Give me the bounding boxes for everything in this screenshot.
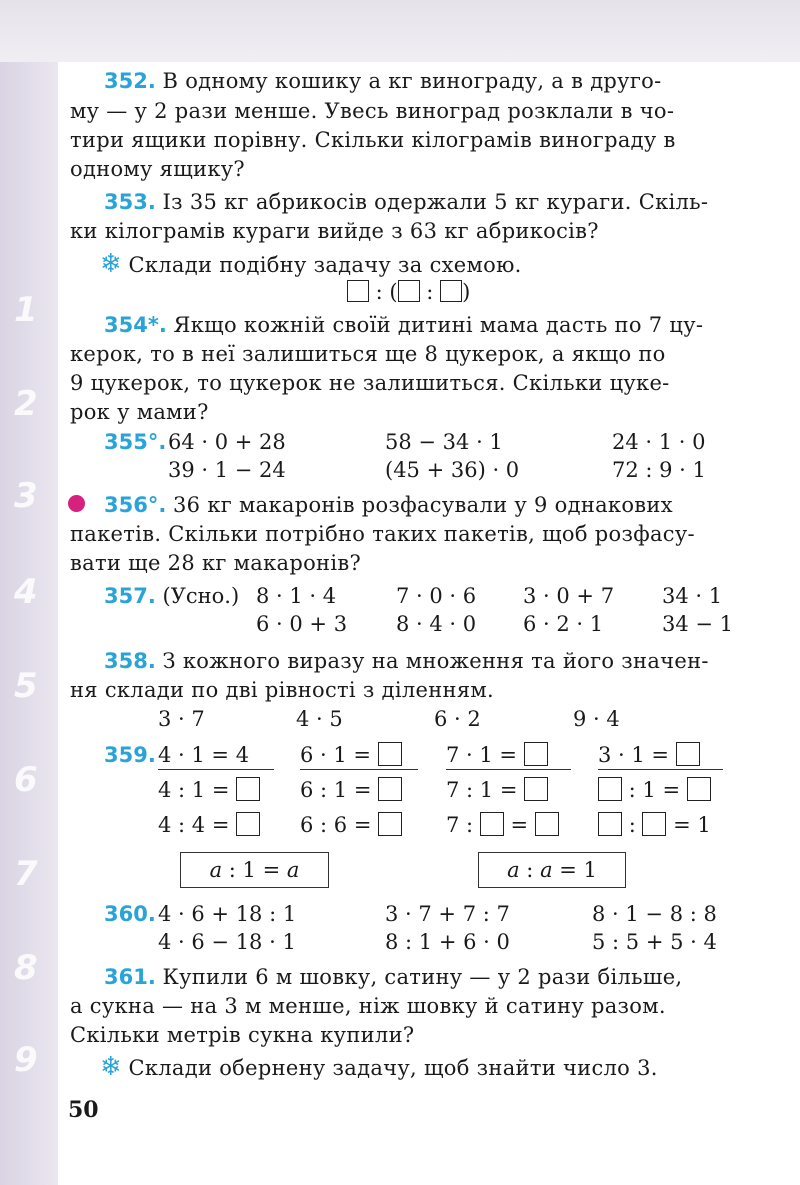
side-number: 9 <box>14 1040 38 1080</box>
task-357-number <box>104 582 239 610</box>
task-354-line-2: керок, то в неї залишиться ще 8 цукерок, а якщо по <box>70 342 666 366</box>
expression: 6 · 2 <box>434 707 481 731</box>
task-353-subtask <box>100 250 522 279</box>
expression: 6 · 2 · 1 <box>523 612 604 636</box>
subtask-text: Склади подібну задачу за схемою. <box>128 253 522 277</box>
expression: 8 · 1 − 8 : 8 <box>592 902 717 926</box>
expression: 3 · 0 + 7 <box>523 584 615 608</box>
side-number: 7 <box>14 854 38 894</box>
expression: 24 · 1 · 0 <box>612 430 706 454</box>
task-number: 353. <box>104 190 156 214</box>
expression: 39 · 1 − 24 <box>168 458 286 482</box>
task-358-line-2: ня склади по дві рівності з діленням. <box>70 678 495 702</box>
side-number: 1 <box>14 290 38 330</box>
task-352-line-3: тири ящики порівну. Скільки кілограмів винограду в <box>70 128 676 152</box>
task-number: 355°. <box>104 430 167 454</box>
task-number: 360. <box>104 902 156 926</box>
empty-box <box>236 812 260 836</box>
equality: 4 : 4 = <box>158 811 260 839</box>
task-text: Із 35 кг абрикосів одержали 5 кг кураги. Скіль- <box>162 190 709 214</box>
task-352-line-4: одному ящику? <box>70 157 245 181</box>
expression: 8 · 1 · 4 <box>256 584 337 608</box>
side-number: 5 <box>14 666 38 706</box>
task-359-number <box>104 741 156 769</box>
empty-box <box>535 812 559 836</box>
task-note: (Усно.) <box>162 584 240 608</box>
expression: 4 · 5 <box>296 707 343 731</box>
expression: 6 · 0 + 3 <box>256 612 348 636</box>
task-361-subtask <box>100 1053 658 1082</box>
task-361-line-3: Скільки метрів сукна купили? <box>70 1023 415 1047</box>
top-band <box>0 0 800 62</box>
task-352-line-1 <box>104 67 661 95</box>
equality: 7 : 1 = <box>446 776 548 804</box>
side-number: 2 <box>14 384 38 424</box>
side-band <box>0 62 58 1185</box>
expression: 4 · 6 + 18 : 1 <box>158 902 297 926</box>
side-number: 4 <box>14 572 38 612</box>
task-354-line-1 <box>104 311 703 339</box>
task-number: 361. <box>104 965 156 989</box>
task-number: 357. <box>104 584 156 608</box>
expression: 7 · 0 · 6 <box>396 584 477 608</box>
expression: (45 + 36) · 0 <box>385 458 520 482</box>
equality: 7 · 1 = <box>446 741 548 769</box>
empty-box <box>642 812 666 836</box>
scheme <box>347 278 470 306</box>
expression: 34 · 1 <box>662 584 723 608</box>
empty-box <box>378 777 402 801</box>
side-number: 6 <box>14 760 38 800</box>
task-356-line-1 <box>104 491 673 519</box>
empty-box <box>378 812 402 836</box>
task-358-line-1 <box>104 647 709 675</box>
snowflake-icon: ❄ <box>100 249 122 279</box>
expression: 8 · 4 · 0 <box>396 612 477 636</box>
empty-box <box>236 777 260 801</box>
expression: 9 · 4 <box>573 707 620 731</box>
equality: 6 : 6 = <box>300 811 402 839</box>
expression: 64 · 0 + 28 <box>168 430 286 454</box>
task-number: 354*. <box>104 313 167 337</box>
underline <box>598 769 723 770</box>
task-354-line-4: рок у мами? <box>70 400 209 424</box>
task-text: В одному кошику a кг винограду, а в друго- <box>162 69 662 93</box>
task-number: 359. <box>104 743 156 767</box>
task-353-line-2: ки кілограмів кураги вийде з 63 кг абрикосів? <box>70 219 599 243</box>
equality: 4 : 1 = <box>158 776 260 804</box>
side-number: 8 <box>14 948 38 988</box>
subtask-text: Склади обернену задачу, щоб знайти число 3. <box>128 1056 658 1080</box>
scheme-part: : <box>419 280 441 304</box>
equality: : 1 = <box>598 776 711 804</box>
empty-box <box>598 812 622 836</box>
task-text: 36 кг макаронів розфасували у 9 однакових <box>173 493 673 517</box>
equality: : = 1 <box>598 811 711 839</box>
task-text: Купили 6 м шовку, сатину — у 2 рази більше, <box>162 965 683 989</box>
task-355-number <box>104 428 166 456</box>
expression: 34 − 1 <box>662 612 734 636</box>
rule-box: a : a = 1 <box>478 852 626 888</box>
underline <box>300 769 418 770</box>
expression: 3 · 7 + 7 : 7 <box>385 902 510 926</box>
task-text: З кожного виразу на множення та його значен- <box>162 649 709 673</box>
equality: 4 · 1 = 4 <box>158 743 250 767</box>
snowflake-icon: ❄ <box>100 1052 122 1082</box>
scheme-part: : ( <box>369 280 398 304</box>
empty-box <box>524 742 548 766</box>
task-356-line-3: вати ще 28 кг макаронів? <box>70 551 362 575</box>
task-text: Якщо кожній своїй дитині мама дасть по 7 цу- <box>173 313 704 337</box>
empty-box <box>398 280 420 302</box>
expression: 72 : 9 · 1 <box>612 458 706 482</box>
rule-box: a : 1 = a <box>180 852 329 888</box>
equality: 6 : 1 = <box>300 776 402 804</box>
empty-box <box>598 777 622 801</box>
expression: 8 : 1 + 6 · 0 <box>385 930 510 954</box>
equality: 3 · 1 = <box>598 741 700 769</box>
task-number: 358. <box>104 649 156 673</box>
task-360-number <box>104 900 156 928</box>
underline <box>158 769 274 770</box>
task-352-line-2: му — у 2 рази менше. Увесь виноград розклали в чо- <box>70 99 675 123</box>
scheme-part: ) <box>462 280 471 304</box>
task-356-line-2: пакетів. Скільки потрібно таких пакетів, щоб розфасу- <box>70 522 695 546</box>
expression: 3 · 7 <box>158 707 205 731</box>
empty-box <box>524 777 548 801</box>
equality: 7 : = <box>446 811 559 839</box>
side-number: 3 <box>14 476 38 516</box>
expression: 5 : 5 + 5 · 4 <box>592 930 717 954</box>
empty-box <box>378 742 402 766</box>
task-number: 352. <box>104 69 156 93</box>
marker-dot <box>68 495 85 512</box>
empty-box <box>347 280 369 302</box>
expression: 58 − 34 · 1 <box>385 430 503 454</box>
empty-box <box>687 777 711 801</box>
empty-box <box>676 742 700 766</box>
task-361-line-2: а сукна — на 3 м менше, ніж шовку й сатину разом. <box>70 994 666 1018</box>
task-361-line-1 <box>104 963 682 991</box>
task-number: 356°. <box>104 493 167 517</box>
equality: 6 · 1 = <box>300 741 402 769</box>
underline <box>446 769 571 770</box>
page-number: 50 <box>68 1097 99 1123</box>
expression: 4 · 6 − 18 · 1 <box>158 930 296 954</box>
empty-box <box>480 812 504 836</box>
empty-box <box>440 280 462 302</box>
task-354-line-3: 9 цукерок, то цукерок не залишиться. Скільки цуке- <box>70 371 670 395</box>
task-353-line-1 <box>104 188 708 216</box>
